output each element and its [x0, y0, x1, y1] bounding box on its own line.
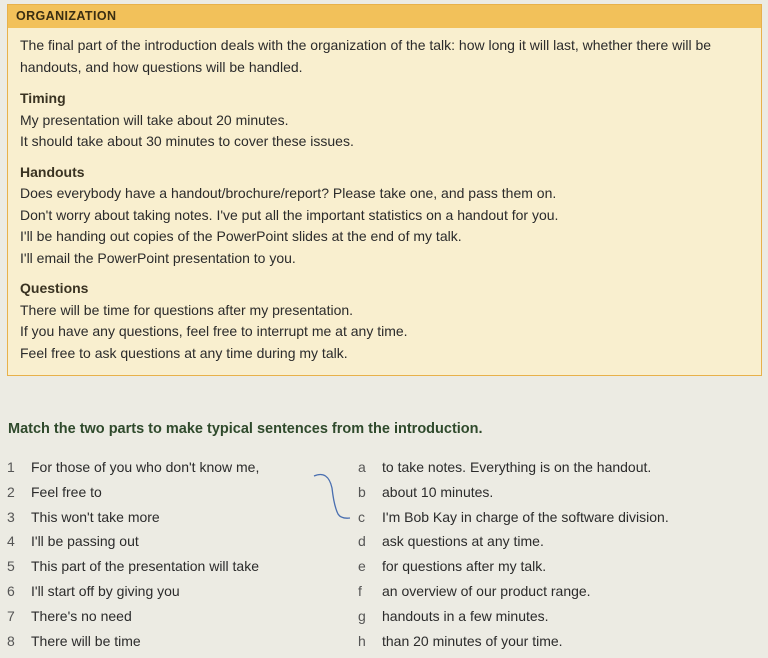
item-text: This part of the presentation will take: [31, 558, 260, 575]
item-letter: f: [358, 582, 362, 599]
organization-box: [7, 4, 762, 376]
item-text: There's no need: [31, 607, 132, 624]
right-item: [358, 631, 669, 656]
right-item: [358, 507, 669, 532]
phrase-line: There will be time for questions after my presentation.: [20, 301, 354, 318]
right-item: [358, 531, 669, 556]
exercise-title: Match the two parts to make typical sentences from the introduction.: [8, 421, 483, 437]
item-text: This won't take more: [31, 508, 160, 525]
item-letter: g: [358, 607, 366, 624]
item-number: 7: [7, 607, 15, 624]
example-match-curve: [314, 475, 350, 519]
item-text: for questions after my talk.: [382, 558, 547, 575]
item-text: to take notes. Everything is on the handout.: [382, 459, 652, 475]
section-timing: [20, 88, 749, 153]
phrase-line: Does everybody have a handout/brochure/report? Please take one, and pass them on.: [20, 185, 557, 201]
left-item: [7, 457, 259, 482]
left-item: [7, 531, 259, 556]
left-item: [7, 507, 259, 532]
phrase-line: I'll be handing out copies of the PowerPoint slides at the end of my talk.: [20, 228, 462, 244]
item-letter: a: [358, 459, 366, 475]
item-number: 5: [7, 558, 15, 575]
left-item: [7, 556, 259, 581]
item-text: Feel free to: [31, 483, 102, 500]
item-number: 6: [7, 582, 15, 599]
item-number: 1: [7, 459, 15, 475]
right-item: [358, 482, 669, 507]
left-item: [7, 581, 259, 606]
section-questions: [20, 278, 749, 364]
item-text: I'll be passing out: [31, 533, 139, 550]
item-number: 3: [7, 508, 15, 525]
item-letter: b: [358, 483, 366, 500]
left-column: [7, 457, 259, 655]
item-letter: d: [358, 533, 366, 550]
item-letter: c: [358, 508, 365, 525]
right-item: [358, 606, 669, 631]
right-item: [358, 556, 669, 581]
item-text: There will be time: [31, 632, 141, 649]
section-handouts: [20, 162, 749, 270]
right-item: [358, 457, 669, 482]
item-text: than 20 minutes of your time.: [382, 632, 563, 649]
item-text: For those of you who don't know me,: [31, 459, 260, 475]
item-number: 4: [7, 533, 15, 550]
item-letter: h: [358, 632, 366, 649]
right-column: [358, 457, 669, 655]
phrase-line: It should take about 30 minutes to cover these issues.: [20, 133, 354, 149]
phrase-line: If you have any questions, feel free to interrupt me at any time.: [20, 323, 408, 339]
left-item: [7, 482, 259, 507]
item-number: 8: [7, 632, 15, 649]
item-text: ask questions at any time.: [382, 533, 544, 550]
section-title: Questions: [20, 280, 89, 296]
phrase-line: Don't worry about taking notes. I've put all the important statistics on a handout for you.: [20, 206, 559, 223]
left-item: [7, 631, 259, 656]
right-item: [358, 581, 669, 606]
box-body: [8, 28, 761, 364]
item-number: 2: [7, 483, 15, 500]
section-title: Timing: [20, 90, 66, 106]
item-text: an overview of our product range.: [382, 582, 591, 599]
item-letter: e: [358, 558, 366, 575]
phrase-line: I'll email the PowerPoint presentation to you.: [20, 249, 296, 266]
item-text: I'm Bob Kay in charge of the software division.: [382, 508, 669, 525]
box-header: ORGANIZATION: [8, 5, 761, 28]
item-text: handouts in a few minutes.: [382, 607, 549, 624]
phrase-line: Feel free to ask questions at any time during my talk.: [20, 344, 348, 361]
item-text: about 10 minutes.: [382, 483, 494, 500]
left-item: [7, 606, 259, 631]
section-title: Handouts: [20, 163, 85, 180]
intro-text: The final part of the introduction deals with the organization of the talk: how long it will last, whether there will be handouts, and how questions will be handled.: [20, 37, 712, 75]
item-text: I'll start off by giving you: [31, 582, 180, 599]
phrase-line: My presentation will take about 20 minutes.: [20, 111, 289, 128]
